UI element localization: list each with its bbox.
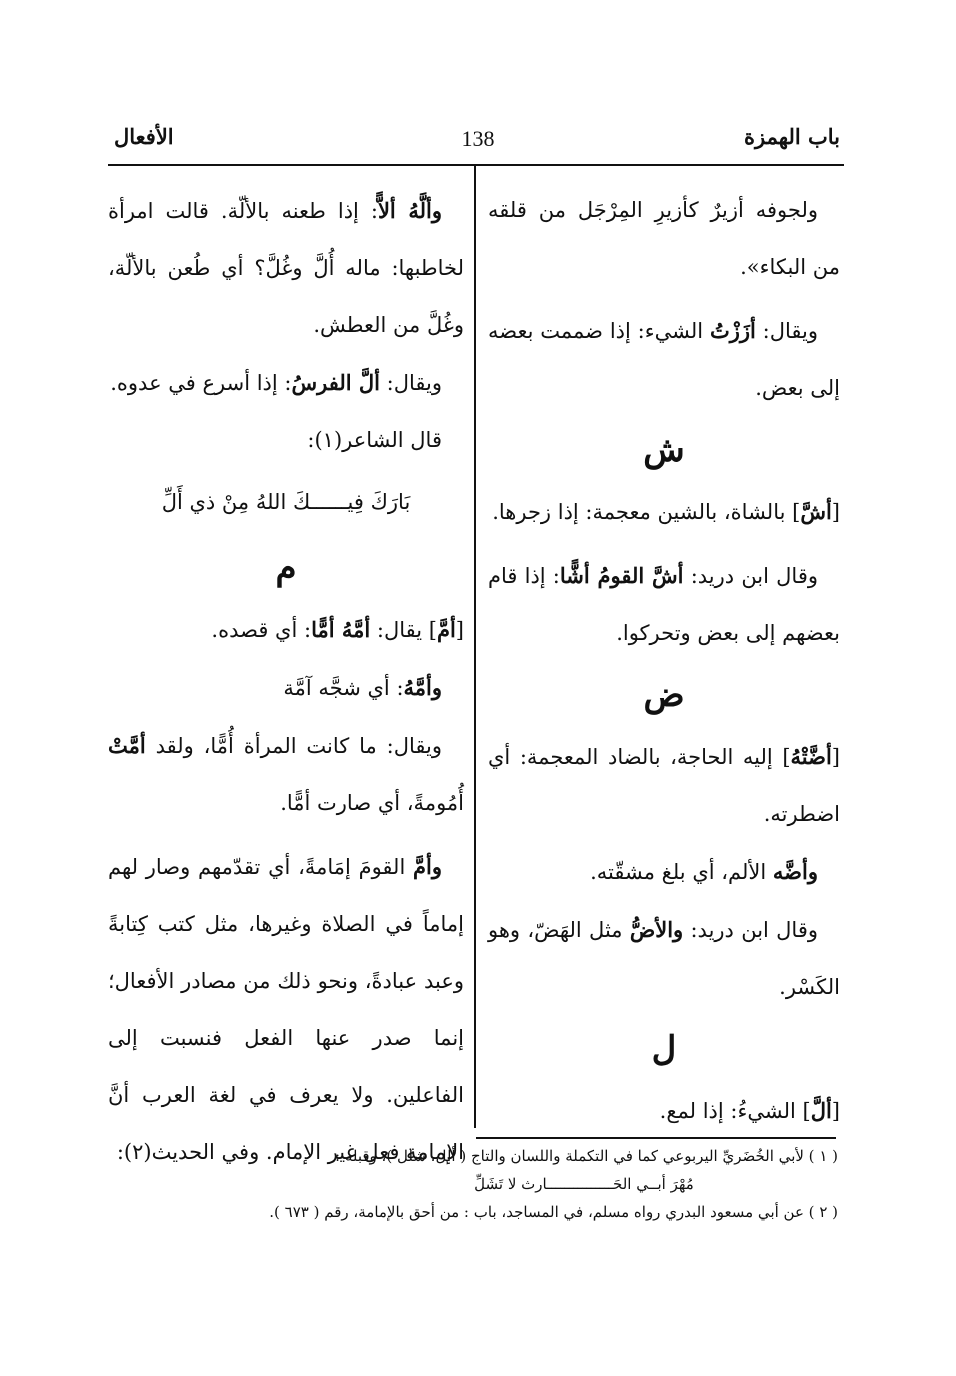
paragraph: [أشَّ] بالشاة، بالشين معجمة: إذا زجرها. bbox=[492, 499, 840, 524]
paragraph: وألَّهُ ألاًّ: إذا طعنه بالألّة. قالت امرأة لخاطبها: ماله أُلَّ وغُلَّ؟ أي طُعن بالألّة، وغُلَّ من العطش. bbox=[108, 198, 464, 337]
page-number: 138 bbox=[461, 126, 495, 151]
running-header-section: الأفعال bbox=[114, 124, 174, 149]
footnotes bbox=[250, 1142, 838, 1226]
paragraph: وقال ابن دريد: أشَّ القومُ أشًّا: إذا قام بعضهم إلى بعض وتحركوا. bbox=[488, 563, 840, 645]
running-header-chapter: باب الهمزة bbox=[744, 124, 840, 149]
paragraph: وأضَّه الألم، أي بلغ مشقّته. bbox=[590, 859, 818, 884]
left-column bbox=[108, 182, 464, 1181]
paragraph: وقال ابن دريد: والأضُّ مثل الهَضّ، وهو الكَسْر. bbox=[488, 917, 840, 999]
paragraph: ويقال: ما كانت المرأة أُمًّا، ولقد أمَّتْ أُمُومةً، أي صارت أمًّا. bbox=[108, 733, 464, 815]
paragraph: [ألَّ] الشيءُ: إذا لمع. bbox=[659, 1098, 840, 1123]
paragraph: ويقال: ألَّ الفرسُ: إذا أسرع في عدوه. bbox=[110, 370, 442, 395]
section-letter-lam: ل bbox=[651, 1029, 677, 1069]
section-letter-dad: ض bbox=[643, 675, 685, 715]
header-rule bbox=[108, 164, 844, 166]
column-divider bbox=[474, 166, 476, 1128]
poetry-verse: بَارَكَ فِيــــــكَ اللهُ مِنْ ذي أَلِّ bbox=[161, 490, 411, 514]
paragraph: وأمَّ القومَ إمَامةً، أي تقدّمهم وصار لهم إماماً في الصلاة وغيرها، مثل كتب كِتابةً وعبد عبادةً، ونحو ذلك من مصادر الأفعال؛ إنما صدر عنها الفعل فنسبت إلى الفاعلين. ولا يعرف في لغة العرب أنَّ الإمامة فعل غير الإمام. وفي الحديث(٢): bbox=[108, 854, 464, 1164]
paragraph: [أمَّ] يقال: أمَّهُ أمًّا: أي قصده. bbox=[211, 617, 464, 642]
footnote-rule bbox=[476, 1137, 836, 1139]
footnote-1-verse: مُهْرَ أبــي الحَـــــــــــــــارث لا تَشَلِّ bbox=[474, 1175, 694, 1193]
footnote-1: ( ١ ) لأبي الخُضَريِّ اليربوعي كما في التكملة واللسان والتاج ( ألل، شلل )، وقبله : bbox=[335, 1147, 838, 1165]
footnote-2: ( ٢ ) عن أبي مسعود البدري رواه مسلم، في المساجد، باب : من أحق بالإمامة، رقم ( ٦٧٣ ). bbox=[269, 1203, 838, 1221]
paragraph: [أضَّتْهُ] إليه الحاجة، بالضاد المعجمة: أي اضطرته. bbox=[488, 744, 840, 826]
paragraph: ولجوفه أزيرٌ كأزيرِ المِرْجَل من قلقه من البكاء». bbox=[488, 198, 840, 279]
section-letter-mim: م bbox=[275, 548, 297, 588]
paragraph: ويقال: أزَزْتُ الشيء: إذا ضممت بعضه إلى بعض. bbox=[488, 318, 840, 400]
paragraph: وأمَّهُ: أي شجَّه آمَّة bbox=[283, 675, 442, 700]
paragraph: قال الشاعر(١): bbox=[307, 428, 442, 452]
section-letter-shin: ش bbox=[643, 430, 685, 470]
right-column bbox=[488, 182, 840, 1140]
